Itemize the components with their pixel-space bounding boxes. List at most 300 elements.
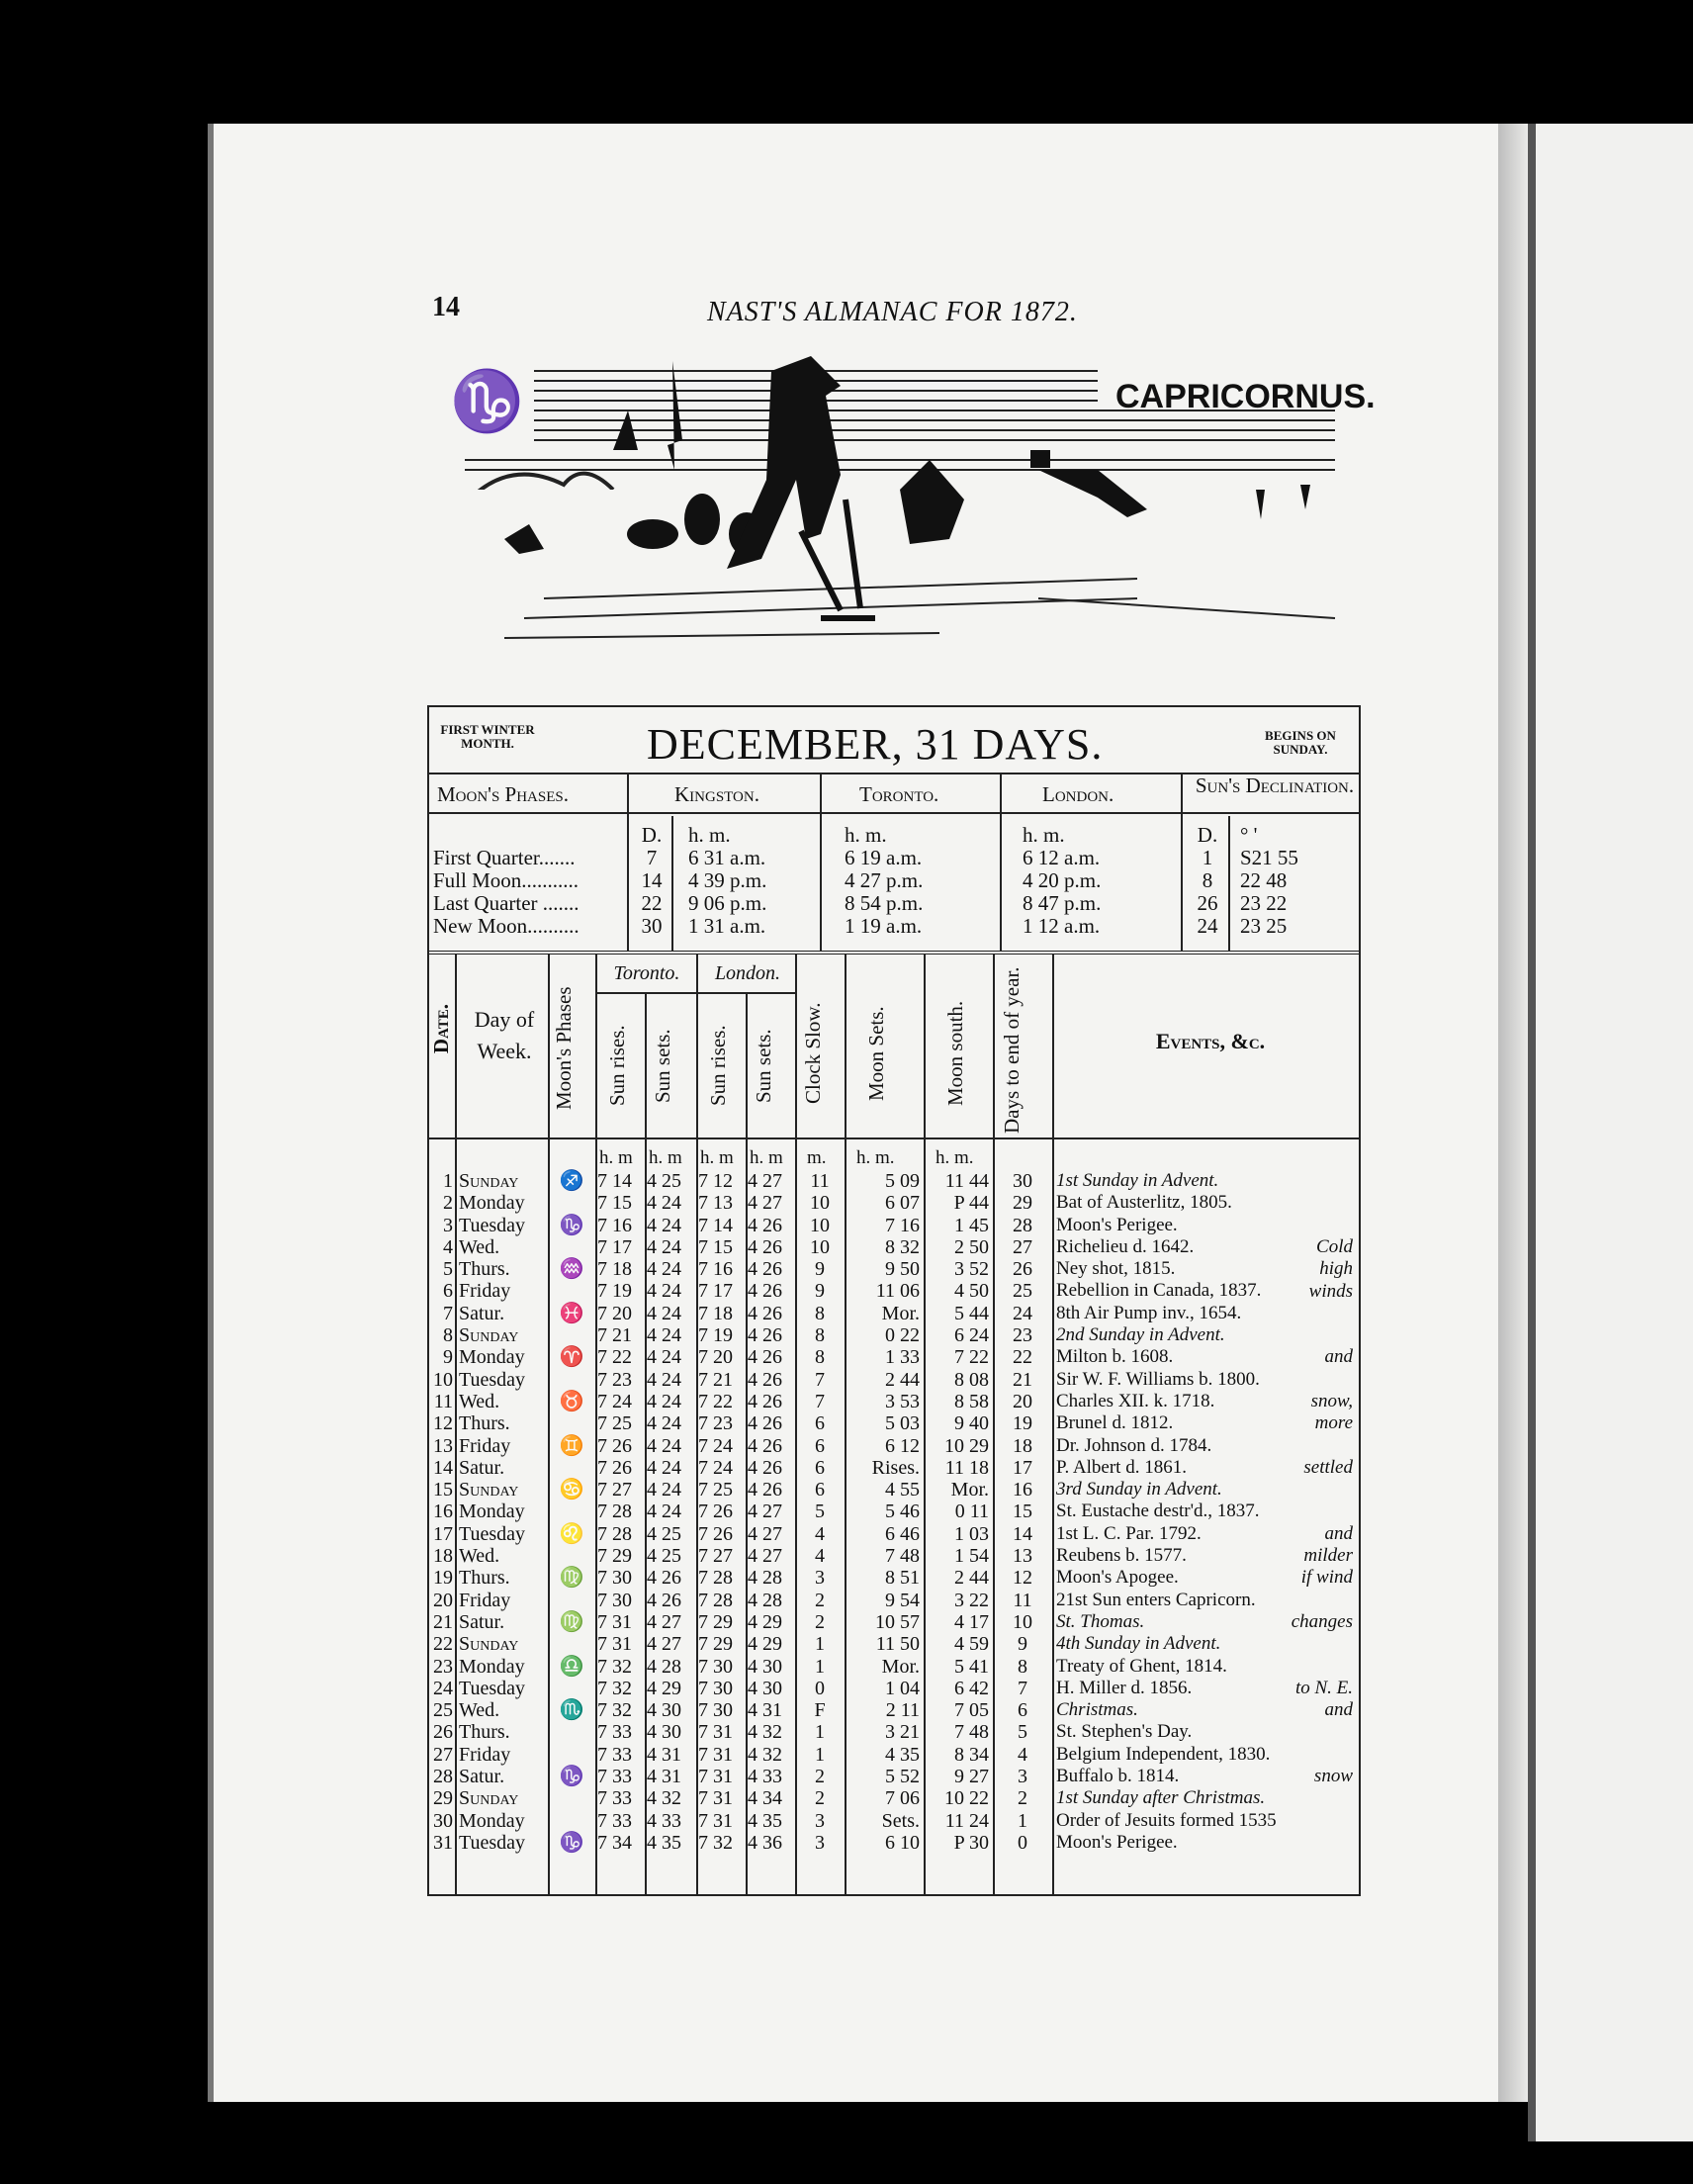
moon-south-cell: 2 50 bbox=[954, 1235, 989, 1258]
days-to-end-cell: 29 bbox=[1013, 1192, 1032, 1215]
clock-slow-cell: 6 bbox=[815, 1434, 825, 1457]
table-row bbox=[429, 1501, 1359, 1522]
toronto-sunset-cell: 4 25 bbox=[647, 1545, 681, 1568]
winter-skating-illustration bbox=[445, 351, 1350, 692]
toronto-sunset-cell: 4 24 bbox=[647, 1456, 681, 1479]
clock-slow-cell: 10 bbox=[810, 1192, 830, 1215]
event-cell: Moon's Apogee. bbox=[1056, 1567, 1179, 1589]
toronto-times bbox=[845, 824, 923, 938]
toronto-sunset-cell: 4 26 bbox=[647, 1567, 681, 1590]
clock-slow-cell: 4 bbox=[815, 1545, 825, 1568]
days-to-end-cell: 9 bbox=[1018, 1633, 1027, 1656]
table-row bbox=[429, 1744, 1359, 1766]
phase-days bbox=[637, 824, 667, 938]
capricorn-symbol-icon: ♑ bbox=[450, 369, 524, 434]
phase-name: Last Quarter ....... bbox=[433, 891, 579, 915]
toronto-sunset-cell: 4 29 bbox=[647, 1677, 681, 1699]
table-row bbox=[429, 1236, 1359, 1258]
london-sunset-cell: 4 32 bbox=[748, 1743, 782, 1766]
date-cell: 12 bbox=[433, 1412, 453, 1435]
days-to-end-cell: 14 bbox=[1013, 1522, 1032, 1545]
date-cell: 1 bbox=[443, 1170, 453, 1192]
days-to-end-cell: 17 bbox=[1013, 1456, 1032, 1479]
london-sunset-cell: 4 26 bbox=[748, 1456, 782, 1479]
toronto-sunset-cell: 4 26 bbox=[647, 1589, 681, 1611]
toronto-sunrise-cell: 7 29 bbox=[597, 1545, 632, 1568]
weekday-cell: Tuesday bbox=[459, 1831, 526, 1854]
london-sunset-cell: 4 27 bbox=[748, 1522, 782, 1545]
london-sunrise-cell: 7 13 bbox=[698, 1192, 733, 1215]
weekday-cell: Thurs. bbox=[459, 1567, 510, 1590]
toronto-sunrise-cell: 7 34 bbox=[597, 1831, 632, 1854]
weekday-cell: Thurs. bbox=[459, 1721, 510, 1744]
phase-name: New Moon.......... bbox=[433, 914, 579, 938]
days-to-end-cell: 1 bbox=[1018, 1809, 1027, 1832]
london-sunset-cell: 4 26 bbox=[748, 1302, 782, 1324]
moon-sets-header: Moon Sets. bbox=[864, 1006, 888, 1101]
moon-sets-cell: 1 04 bbox=[885, 1677, 920, 1699]
page-number: 14 bbox=[432, 292, 460, 322]
divider bbox=[671, 816, 673, 951]
unit-label: ° ' bbox=[1240, 823, 1258, 847]
moon-south-cell: 1 45 bbox=[954, 1214, 989, 1236]
moon-south-cell: 0 11 bbox=[954, 1501, 989, 1523]
date-cell: 22 bbox=[433, 1633, 453, 1656]
moon-south-cell: 10 22 bbox=[944, 1787, 989, 1810]
moon-south-cell: 4 50 bbox=[954, 1280, 989, 1303]
london-sunset-cell: 4 26 bbox=[748, 1324, 782, 1347]
event-cell: Dr. Johnson d. 1784. bbox=[1056, 1434, 1212, 1456]
zodiac-sign-cell: ♑ bbox=[559, 1214, 584, 1236]
days-to-end-cell: 28 bbox=[1013, 1214, 1032, 1236]
toronto-sunset-cell: 4 25 bbox=[647, 1170, 681, 1192]
moon-south-cell: 9 27 bbox=[954, 1766, 989, 1788]
toronto-sunrise-cell: 7 26 bbox=[597, 1456, 632, 1479]
weather-forecast-note: if wind bbox=[1300, 1567, 1353, 1589]
moon-sets-cell: 8 51 bbox=[885, 1567, 920, 1590]
table-row bbox=[429, 1590, 1359, 1611]
table-row bbox=[429, 1192, 1359, 1214]
london-sunset-cell: 4 26 bbox=[748, 1390, 782, 1412]
days-to-end-cell: 2 bbox=[1018, 1787, 1027, 1810]
london-sunrise-cell: 7 29 bbox=[698, 1633, 733, 1656]
event-cell: Christmas. bbox=[1056, 1699, 1138, 1721]
toronto-sunset-cell: 4 24 bbox=[647, 1192, 681, 1215]
moon-sets-cell: 7 06 bbox=[885, 1787, 920, 1810]
date-cell: 3 bbox=[443, 1214, 453, 1236]
moon-sets-cell: 6 10 bbox=[885, 1831, 920, 1854]
table-row bbox=[429, 1721, 1359, 1743]
toronto-sunset-cell: 4 24 bbox=[647, 1346, 681, 1369]
table-row bbox=[429, 1567, 1359, 1589]
weekday-cell: Satur. bbox=[459, 1610, 505, 1633]
declination-day: 8 bbox=[1202, 868, 1213, 892]
london-sunset-cell: 4 36 bbox=[748, 1831, 782, 1854]
days-to-end-cell: 5 bbox=[1018, 1721, 1027, 1744]
moon-sets-cell: 11 06 bbox=[875, 1280, 920, 1303]
date-cell: 31 bbox=[433, 1831, 453, 1854]
moon-south-header: Moon south. bbox=[943, 1000, 967, 1107]
moon-south-cell: P 30 bbox=[953, 1831, 989, 1854]
london-sunset-cell: 4 35 bbox=[748, 1809, 782, 1832]
toronto-sunrise-cell: 7 23 bbox=[597, 1368, 632, 1391]
zodiac-sign-cell: ♐ bbox=[559, 1170, 584, 1192]
london-sunrise-cell: 7 29 bbox=[698, 1610, 733, 1633]
london-sunset-cell: 4 27 bbox=[748, 1170, 782, 1192]
first-winter-month-label: FIRST WINTER MONTH. bbox=[440, 722, 535, 751]
weekday-cell: Sunday bbox=[459, 1324, 519, 1347]
table-row bbox=[429, 1170, 1359, 1192]
moon-sets-cell: 4 55 bbox=[885, 1479, 920, 1502]
moon-sets-cell: 8 32 bbox=[885, 1235, 920, 1258]
declination-day: 1 bbox=[1202, 846, 1213, 869]
date-cell: 30 bbox=[433, 1809, 453, 1832]
weekday-cell: Sunday bbox=[459, 1170, 519, 1192]
clock-slow-cell: 7 bbox=[815, 1368, 825, 1391]
weekday-cell: Wed. bbox=[459, 1699, 500, 1722]
clock-slow-cell: 1 bbox=[815, 1633, 825, 1656]
declination-values bbox=[1240, 824, 1298, 938]
london-sunrise-cell: 7 12 bbox=[698, 1170, 733, 1192]
london-heading: London. bbox=[1042, 782, 1114, 806]
table-row bbox=[429, 1832, 1359, 1854]
london-sunrise-cell: 7 23 bbox=[698, 1412, 733, 1435]
days-to-end-cell: 20 bbox=[1013, 1390, 1032, 1412]
declination-days bbox=[1191, 824, 1224, 938]
moon-sets-cell: 3 21 bbox=[885, 1721, 920, 1744]
date-column-header: Date. bbox=[429, 1004, 453, 1054]
clock-slow-cell: 0 bbox=[815, 1677, 825, 1699]
unit-label: D. bbox=[1197, 823, 1218, 847]
clock-slow-cell: 8 bbox=[815, 1346, 825, 1369]
days-to-end-cell: 24 bbox=[1013, 1302, 1032, 1324]
weather-forecast-note: settled bbox=[1303, 1456, 1353, 1478]
moon-south-cell: 5 41 bbox=[954, 1655, 989, 1678]
london-sunrise-cell: 7 31 bbox=[698, 1787, 733, 1810]
london-times bbox=[1023, 824, 1101, 938]
toronto-sunrise-cell: 7 33 bbox=[597, 1766, 632, 1788]
days-to-end-cell: 15 bbox=[1013, 1501, 1032, 1523]
toronto-sunrise-cell: 7 31 bbox=[597, 1633, 632, 1656]
london-sunset-cell: 4 28 bbox=[748, 1589, 782, 1611]
event-cell: Belgium Independent, 1830. bbox=[1056, 1743, 1271, 1765]
clock-slow-cell: 4 bbox=[815, 1522, 825, 1545]
clock-slow-cell: 10 bbox=[810, 1214, 830, 1236]
event-cell: St. Stephen's Day. bbox=[1056, 1721, 1193, 1743]
london-sunset-cell: 4 26 bbox=[748, 1258, 782, 1281]
clock-slow-cell: 6 bbox=[815, 1479, 825, 1502]
toronto-time: 1 19 a.m. bbox=[845, 914, 923, 938]
clock-slow-cell: 2 bbox=[815, 1589, 825, 1611]
weekday-cell: Monday bbox=[459, 1192, 525, 1215]
unit-label: h. m. bbox=[856, 1147, 895, 1168]
table-row bbox=[429, 1346, 1359, 1368]
clock-slow-cell: 3 bbox=[815, 1567, 825, 1590]
toronto-sunset-cell: 4 27 bbox=[647, 1633, 681, 1656]
weather-forecast-note: snow, bbox=[1310, 1391, 1353, 1411]
clock-slow-cell: 3 bbox=[815, 1809, 825, 1832]
moon-phases-column-header: Moon's Phases bbox=[552, 986, 576, 1111]
toronto-sunset-cell: 4 24 bbox=[647, 1324, 681, 1347]
zodiac-sign-cell: ♓ bbox=[559, 1302, 584, 1324]
weekday-cell: Sunday bbox=[459, 1633, 519, 1656]
event-cell: 1st Sunday after Christmas. bbox=[1056, 1787, 1266, 1809]
divider bbox=[1181, 773, 1183, 951]
declination-day: 24 bbox=[1197, 914, 1218, 938]
toronto-sunset-cell: 4 24 bbox=[647, 1412, 681, 1435]
toronto-sunrise-cell: 7 20 bbox=[597, 1302, 632, 1324]
event-cell: Milton b. 1608. bbox=[1056, 1346, 1174, 1368]
zodiac-sign-cell: ♑ bbox=[559, 1831, 584, 1854]
table-row bbox=[429, 1280, 1359, 1302]
weekday-cell: Wed. bbox=[459, 1235, 500, 1258]
weekday-cell: Friday bbox=[459, 1743, 511, 1766]
toronto-heading: Toronto. bbox=[859, 782, 939, 806]
weather-forecast-note: and bbox=[1324, 1522, 1353, 1544]
toronto-sunset-cell: 4 28 bbox=[647, 1655, 681, 1678]
unit-label: h. m. bbox=[1023, 823, 1065, 847]
moon-sets-cell: 5 46 bbox=[885, 1501, 920, 1523]
weekday-cell: Friday bbox=[459, 1280, 511, 1303]
event-cell: 4th Sunday in Advent. bbox=[1056, 1633, 1221, 1655]
divider bbox=[1228, 816, 1230, 951]
event-cell: Ney shot, 1815. bbox=[1056, 1258, 1176, 1280]
london-sunrise-cell: 7 21 bbox=[698, 1368, 733, 1391]
event-cell: Reubens b. 1577. bbox=[1056, 1545, 1187, 1567]
phase-header-rule bbox=[429, 812, 1359, 814]
declination-value: 22 48 bbox=[1240, 868, 1288, 892]
toronto-sunrise-cell: 7 16 bbox=[597, 1214, 632, 1236]
london-sunrise-cell: 7 30 bbox=[698, 1655, 733, 1678]
weekday-cell: Wed. bbox=[459, 1390, 500, 1412]
weekday-cell: Sunday bbox=[459, 1787, 519, 1810]
toronto-sunset-cell: 4 31 bbox=[647, 1766, 681, 1788]
london-sunrise-cell: 7 32 bbox=[698, 1831, 733, 1854]
event-cell: St. Thomas. bbox=[1056, 1610, 1145, 1632]
days-to-end-cell: 26 bbox=[1013, 1258, 1032, 1281]
toronto-sunset-cell: 4 24 bbox=[647, 1214, 681, 1236]
facing-page-edge bbox=[1528, 124, 1693, 2141]
moon-south-cell: 11 18 bbox=[944, 1456, 989, 1479]
table-row bbox=[429, 1457, 1359, 1479]
moon-south-cell: 5 44 bbox=[954, 1302, 989, 1324]
toronto-sunset-cell: 4 24 bbox=[647, 1258, 681, 1281]
date-cell: 26 bbox=[433, 1721, 453, 1744]
london-sunset-cell: 4 27 bbox=[748, 1545, 782, 1568]
moon-sets-cell: 9 50 bbox=[885, 1258, 920, 1281]
london-sunrise-cell: 7 20 bbox=[698, 1346, 733, 1369]
london-sunrise-cell: 7 15 bbox=[698, 1235, 733, 1258]
moon-sets-cell: 6 46 bbox=[885, 1522, 920, 1545]
date-cell: 9 bbox=[443, 1346, 453, 1369]
weekday-cell: Satur. bbox=[459, 1766, 505, 1788]
days-to-end-cell: 11 bbox=[1013, 1589, 1032, 1611]
moon-south-cell: P 44 bbox=[953, 1192, 989, 1215]
london-sunset-cell: 4 26 bbox=[748, 1412, 782, 1435]
moon-south-cell: 6 42 bbox=[954, 1677, 989, 1699]
toronto-sunset-cell: 4 24 bbox=[647, 1479, 681, 1502]
moon-south-cell: 7 05 bbox=[954, 1699, 989, 1722]
clock-slow-cell: 10 bbox=[810, 1235, 830, 1258]
phase-names bbox=[433, 847, 579, 938]
clock-slow-cell: 2 bbox=[815, 1787, 825, 1810]
toronto-sunset-cell: 4 33 bbox=[647, 1809, 681, 1832]
moon-sets-cell: Mor. bbox=[881, 1302, 920, 1324]
weekday-cell: Thurs. bbox=[459, 1258, 510, 1281]
date-cell: 14 bbox=[433, 1456, 453, 1479]
toronto-sunrise-cell: 7 33 bbox=[597, 1721, 632, 1744]
table-row bbox=[429, 1656, 1359, 1678]
toronto-sunset-cell: 4 24 bbox=[647, 1390, 681, 1412]
toronto-sunset-cell: 4 25 bbox=[647, 1522, 681, 1545]
days-to-end-cell: 27 bbox=[1013, 1235, 1032, 1258]
moon-south-cell: 3 22 bbox=[954, 1589, 989, 1611]
toronto-sunset-cell: 4 24 bbox=[647, 1235, 681, 1258]
toronto-time: 8 54 p.m. bbox=[845, 891, 924, 915]
zodiac-sign-cell: ♑ bbox=[559, 1766, 584, 1788]
weekday-cell: Thurs. bbox=[459, 1412, 510, 1435]
month-title-row bbox=[429, 707, 1359, 774]
london-sunrise-cell: 7 24 bbox=[698, 1434, 733, 1457]
date-cell: 20 bbox=[433, 1589, 453, 1611]
clock-slow-cell: 5 bbox=[815, 1501, 825, 1523]
event-cell: 2nd Sunday in Advent. bbox=[1056, 1324, 1225, 1346]
moon-sets-cell: 5 52 bbox=[885, 1766, 920, 1788]
weather-forecast-note: and bbox=[1324, 1699, 1353, 1721]
clock-slow-cell: 6 bbox=[815, 1412, 825, 1435]
event-cell: Richelieu d. 1642. bbox=[1056, 1235, 1195, 1257]
days-to-end-cell: 21 bbox=[1013, 1368, 1032, 1391]
table-row bbox=[429, 1435, 1359, 1457]
events-header: Events, &c. bbox=[1155, 1029, 1266, 1053]
date-cell: 16 bbox=[433, 1501, 453, 1523]
clock-slow-cell: 3 bbox=[815, 1831, 825, 1854]
weekday-cell: Sunday bbox=[459, 1479, 519, 1502]
weekday-cell: Tuesday bbox=[459, 1214, 526, 1236]
london-sunset-cell: 4 32 bbox=[748, 1721, 782, 1744]
clock-slow-cell: 1 bbox=[815, 1743, 825, 1766]
event-cell: 3rd Sunday in Advent. bbox=[1056, 1479, 1222, 1501]
date-cell: 21 bbox=[433, 1610, 453, 1633]
toronto-sunrise-cell: 7 32 bbox=[597, 1677, 632, 1699]
moon-south-cell: 10 29 bbox=[944, 1434, 989, 1457]
day-of-week-header: Day of Week. bbox=[474, 1007, 535, 1063]
kingston-heading: Kingston. bbox=[674, 782, 759, 806]
unit-label: h. m. bbox=[936, 1147, 974, 1168]
table-row bbox=[429, 1810, 1359, 1832]
days-to-end-cell: 7 bbox=[1018, 1677, 1027, 1699]
london-sunrise-cell: 7 28 bbox=[698, 1589, 733, 1611]
weekday-cell: Tuesday bbox=[459, 1368, 526, 1391]
event-cell: Charles XII. k. 1718. bbox=[1056, 1390, 1215, 1411]
zodiac-sign-cell: ♈ bbox=[559, 1346, 584, 1369]
date-cell: 24 bbox=[433, 1677, 453, 1699]
days-to-end-cell: 6 bbox=[1018, 1699, 1027, 1722]
event-cell: Moon's Perigee. bbox=[1056, 1214, 1178, 1235]
table-row bbox=[429, 1412, 1359, 1434]
toronto-sunset-cell: 4 30 bbox=[647, 1699, 681, 1722]
phase-day: 22 bbox=[641, 891, 663, 915]
event-cell: 1st Sunday in Advent. bbox=[1056, 1170, 1219, 1191]
moon-south-cell: 4 59 bbox=[954, 1633, 989, 1656]
london-sunrise-cell: 7 31 bbox=[698, 1809, 733, 1832]
days-to-end-cell: 30 bbox=[1013, 1170, 1032, 1192]
event-cell: 1st L. C. Par. 1792. bbox=[1056, 1522, 1202, 1544]
days-to-end-cell: 13 bbox=[1013, 1545, 1032, 1568]
event-cell: H. Miller d. 1856. bbox=[1056, 1677, 1193, 1698]
moon-south-cell: 1 03 bbox=[954, 1522, 989, 1545]
table-row bbox=[429, 1523, 1359, 1545]
toronto-subheader: Toronto. bbox=[613, 962, 680, 984]
date-cell: 6 bbox=[443, 1280, 453, 1303]
moon-sets-cell: 10 57 bbox=[875, 1610, 920, 1633]
event-cell: Brunel d. 1812. bbox=[1056, 1412, 1174, 1434]
weekday-cell: Monday bbox=[459, 1655, 525, 1678]
page-gutter bbox=[1498, 124, 1528, 2102]
toronto-sunset-cell: 4 35 bbox=[647, 1831, 681, 1854]
london-sunset-cell: 4 33 bbox=[748, 1766, 782, 1788]
london-sunrise-cell: 7 31 bbox=[698, 1766, 733, 1788]
weekday-cell: Satur. bbox=[459, 1302, 505, 1324]
table-row bbox=[429, 1479, 1359, 1501]
london-sunrise-cell: 7 27 bbox=[698, 1545, 733, 1568]
toronto-sunrise-cell: 7 33 bbox=[597, 1743, 632, 1766]
london-sunset-cell: 4 29 bbox=[748, 1610, 782, 1633]
london-sunrise-cell: 7 17 bbox=[698, 1280, 733, 1303]
table-row bbox=[429, 1699, 1359, 1721]
clock-slow-cell: 8 bbox=[815, 1302, 825, 1324]
london-time: 1 12 a.m. bbox=[1023, 914, 1101, 938]
moon-south-cell: 4 17 bbox=[954, 1610, 989, 1633]
weekday-cell: Wed. bbox=[459, 1545, 500, 1568]
london-sunrise-cell: 7 30 bbox=[698, 1699, 733, 1722]
days-to-end-cell: 8 bbox=[1018, 1655, 1027, 1678]
london-time: 6 12 a.m. bbox=[1023, 846, 1101, 869]
moon-south-cell: 8 58 bbox=[954, 1390, 989, 1412]
clock-slow-cell: 9 bbox=[815, 1280, 825, 1303]
moon-sets-cell: 9 54 bbox=[885, 1589, 920, 1611]
table-row bbox=[429, 1303, 1359, 1324]
london-sunset-cell: 4 31 bbox=[748, 1699, 782, 1722]
toronto-sunrise-cell: 7 33 bbox=[597, 1787, 632, 1810]
toronto-sunrise-cell: 7 30 bbox=[597, 1589, 632, 1611]
clock-slow-cell: F bbox=[814, 1699, 826, 1722]
moon-sets-cell: 7 16 bbox=[885, 1214, 920, 1236]
weekday-cell: Monday bbox=[459, 1809, 525, 1832]
date-cell: 27 bbox=[433, 1743, 453, 1766]
table-row bbox=[429, 1215, 1359, 1236]
date-cell: 19 bbox=[433, 1567, 453, 1590]
moon-south-cell: 11 24 bbox=[944, 1809, 989, 1832]
weather-forecast-note: more bbox=[1314, 1412, 1353, 1434]
moon-sets-cell: 4 35 bbox=[885, 1743, 920, 1766]
moon-south-cell: 7 48 bbox=[954, 1721, 989, 1744]
table-row bbox=[429, 1324, 1359, 1346]
divider bbox=[1000, 773, 1002, 951]
unit-label: h. m bbox=[649, 1147, 682, 1168]
table-row bbox=[429, 1369, 1359, 1391]
london-subheader: London. bbox=[714, 962, 781, 984]
toronto-sunset-header: Sun sets. bbox=[651, 1029, 674, 1103]
london-sunrise-cell: 7 22 bbox=[698, 1390, 733, 1412]
toronto-sunset-cell: 4 27 bbox=[647, 1610, 681, 1633]
event-cell: 8th Air Pump inv., 1654. bbox=[1056, 1302, 1242, 1323]
weekday-cell: Satur. bbox=[459, 1456, 505, 1479]
london-sunset-cell: 4 30 bbox=[748, 1677, 782, 1699]
unit-label: h. m bbox=[700, 1147, 734, 1168]
days-to-end-cell: 4 bbox=[1018, 1743, 1027, 1766]
moon-phases-section bbox=[429, 773, 1359, 955]
